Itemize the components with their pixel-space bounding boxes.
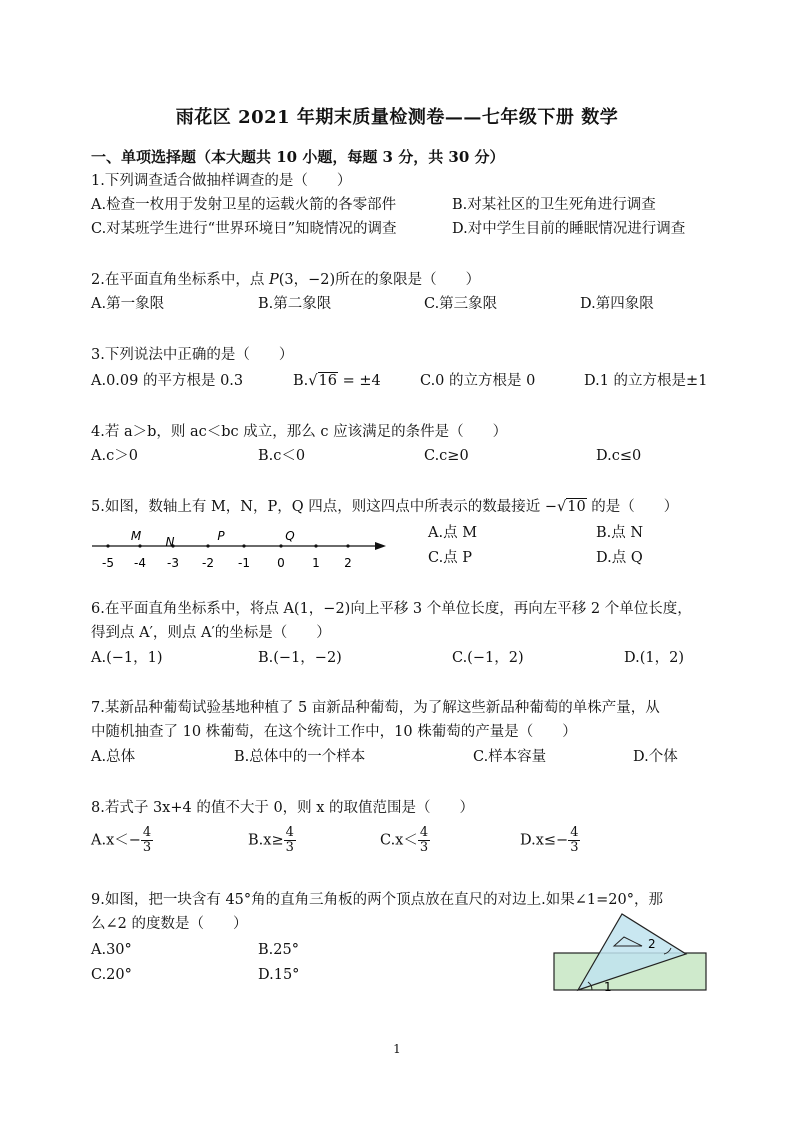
number-line-point-N: N bbox=[165, 535, 175, 549]
q1-stem: 1.下列调查适合做抽样调查的是（ ） bbox=[91, 173, 352, 189]
q3-option-a: A.0.09 的平方根是 0.3 bbox=[91, 373, 244, 389]
number-line-tick bbox=[346, 544, 349, 547]
fraction bbox=[568, 826, 580, 855]
q5-stem-pre: 5.如图，数轴上有 M，N，P，Q 四点，则这四点中所表示的数最接近 − bbox=[91, 499, 557, 515]
q8-stem: 8.若式子 3x+4 的值不大于 0，则 x 的取值范围是（ ） bbox=[91, 800, 475, 816]
fraction-denominator: 3 bbox=[142, 840, 152, 855]
q9-line1: 9.如图，把一块含有 45°角的直角三角板的两个顶点放在直尺的对边上.如果∠1=20°，那 bbox=[91, 892, 663, 908]
q3-stem: 3.下列说法中正确的是（ ） bbox=[91, 347, 294, 363]
q6-option-c: C.(−1，2) bbox=[452, 650, 524, 666]
number-line-tick bbox=[314, 544, 317, 547]
q2-option-d: D.第四象限 bbox=[580, 296, 654, 312]
q4-option-b: B.c＜0 bbox=[258, 448, 306, 464]
number-line-point-M: M bbox=[130, 529, 142, 543]
q6-option-a: A.(−1，1) bbox=[91, 650, 163, 666]
q9-option-a: A.30° bbox=[91, 942, 132, 958]
q3-option-b bbox=[293, 370, 381, 392]
number-line-labels bbox=[102, 556, 352, 570]
q2-stem-pre: 2.在平面直角坐标系中，点 bbox=[91, 272, 269, 288]
number-line-tick-label: -3 bbox=[167, 556, 179, 570]
fraction-numerator: 4 bbox=[419, 825, 429, 840]
page-title: 雨花区 2021 年期末质量检测卷——七年级下册 数学 bbox=[175, 107, 619, 128]
q5-option-d: D.点 Q bbox=[596, 550, 643, 566]
fraction bbox=[418, 826, 430, 855]
q3-option-b-label: B. bbox=[293, 373, 309, 389]
page-number: 1 bbox=[393, 1042, 401, 1056]
q6-line1: 6.在平面直角坐标系中，将点 A(1，−2)向上平移 3 个单位长度，再向左平移 2 个单位长度， bbox=[91, 601, 692, 617]
number-line-point-P: P bbox=[217, 529, 225, 543]
q3-option-d: D.1 的立方根是±1 bbox=[584, 373, 708, 389]
q8-option-d bbox=[520, 826, 580, 855]
q6-option-b: B.(−1，−2) bbox=[258, 650, 342, 666]
q2-stem bbox=[91, 269, 480, 291]
fraction bbox=[141, 826, 153, 855]
number-line-tick-label: -5 bbox=[102, 556, 114, 570]
q2-stem-post: (3，−2)所在的象限是（ ） bbox=[278, 272, 481, 288]
angle-2-label: 2 bbox=[648, 937, 656, 951]
q8-option-d-label: D.x≤− bbox=[520, 832, 569, 849]
q1-option-a: A.检查一枚用于发射卫星的运载火箭的各零部件 bbox=[91, 197, 397, 213]
sqrt-symbol: √10 bbox=[557, 499, 586, 515]
fraction-denominator: 3 bbox=[419, 840, 429, 855]
q8-option-a bbox=[91, 826, 153, 855]
number-line-arrow-icon bbox=[375, 542, 386, 550]
number-line-tick-label: 0 bbox=[277, 556, 285, 570]
q8-option-b bbox=[248, 826, 296, 855]
q5-option-c: C.点 P bbox=[428, 550, 473, 566]
q2-point: P bbox=[268, 272, 279, 288]
q5-stem bbox=[91, 496, 678, 518]
q6-line2: 得到点 A′，则点 A′的坐标是（ ） bbox=[91, 625, 331, 641]
q2-option-b: B.第二象限 bbox=[258, 296, 332, 312]
number-line-point-Q: Q bbox=[285, 529, 295, 543]
q1-option-d: D.对中学生目前的睡眠情况进行调查 bbox=[452, 221, 686, 237]
section-heading: 一、单项选择题（本大题共 10 小题，每题 3 分，共 30 分） bbox=[91, 148, 505, 166]
number-line-tick-label: 2 bbox=[344, 556, 352, 570]
q4-stem: 4.若 a＞b，则 ac＜bc 成立，那么 c 应该满足的条件是（ ） bbox=[91, 424, 508, 440]
q9-option-b: B.25° bbox=[258, 942, 299, 958]
number-line-tick bbox=[106, 544, 109, 547]
q6-option-d: D.(1，2) bbox=[624, 650, 684, 666]
q8-option-c-label: C.x＜ bbox=[380, 832, 418, 849]
q9-line2: 么∠2 的度数是（ ） bbox=[91, 916, 248, 932]
q9-option-c: C.20° bbox=[91, 967, 132, 983]
q8-option-c bbox=[380, 826, 430, 855]
number-line-tick-label: -1 bbox=[238, 556, 250, 570]
number-line-tick-label: -2 bbox=[202, 556, 214, 570]
number-line-tick bbox=[206, 544, 209, 547]
q9-option-d: D.15° bbox=[258, 967, 300, 983]
q7-line2: 中随机抽查了 10 株葡萄，在这个统计工作中，10 株葡萄的产量是（ ） bbox=[91, 724, 577, 740]
number-line-tick bbox=[279, 544, 282, 547]
q2-option-a: A.第一象限 bbox=[91, 296, 165, 312]
q7-line1: 7.某新品种葡萄试验基地种植了 5 亩新品种葡萄，为了解这些新品种葡萄的单株产量，从 bbox=[91, 700, 660, 716]
q8-option-b-label: B.x≥ bbox=[248, 832, 284, 849]
q5-option-b: B.点 N bbox=[596, 525, 644, 541]
q4-option-a: A.c＞0 bbox=[91, 448, 138, 464]
number-line-tick-label: -4 bbox=[134, 556, 146, 570]
q8-option-a-label: A.x＜− bbox=[91, 832, 141, 849]
q2-option-c: C.第三象限 bbox=[424, 296, 498, 312]
number-line-tick bbox=[138, 544, 141, 547]
q7-option-b: B.总体中的一个样本 bbox=[234, 749, 366, 765]
q4-option-c: C.c≥0 bbox=[424, 448, 469, 464]
q1-option-b: B.对某社区的卫生死角进行调查 bbox=[452, 197, 656, 213]
q4-option-d: D.c≤0 bbox=[596, 448, 642, 464]
ruler-triangle-figure bbox=[548, 912, 710, 996]
q3-option-b-rest: = ±4 bbox=[337, 373, 381, 389]
q3-option-c: C.0 的立方根是 0 bbox=[420, 373, 536, 389]
q1-option-c: C.对某班学生进行“世界环境日”知晓情况的调查 bbox=[91, 221, 397, 237]
q7-option-c: C.样本容量 bbox=[473, 749, 547, 765]
q7-option-d: D.个体 bbox=[633, 749, 678, 765]
fraction-denominator: 3 bbox=[570, 840, 579, 855]
number-line-tick bbox=[242, 544, 245, 547]
fraction-numerator: 4 bbox=[285, 825, 294, 840]
fraction-numerator: 4 bbox=[142, 825, 152, 840]
q7-option-a: A.总体 bbox=[91, 749, 136, 765]
fraction bbox=[284, 826, 296, 855]
fraction-numerator: 4 bbox=[570, 825, 579, 840]
q5-option-a: A.点 M bbox=[428, 525, 478, 541]
number-line-tick-label: 1 bbox=[312, 556, 320, 570]
sqrt-symbol: √16 bbox=[308, 373, 337, 389]
q3-radicand: 16 bbox=[318, 373, 337, 389]
angle-1-label: 1 bbox=[604, 980, 612, 994]
q5-stem-post: 的是（ ） bbox=[586, 499, 679, 515]
fraction-denominator: 3 bbox=[285, 840, 294, 855]
number-line-figure bbox=[88, 524, 393, 572]
q5-radicand: 10 bbox=[567, 499, 586, 515]
